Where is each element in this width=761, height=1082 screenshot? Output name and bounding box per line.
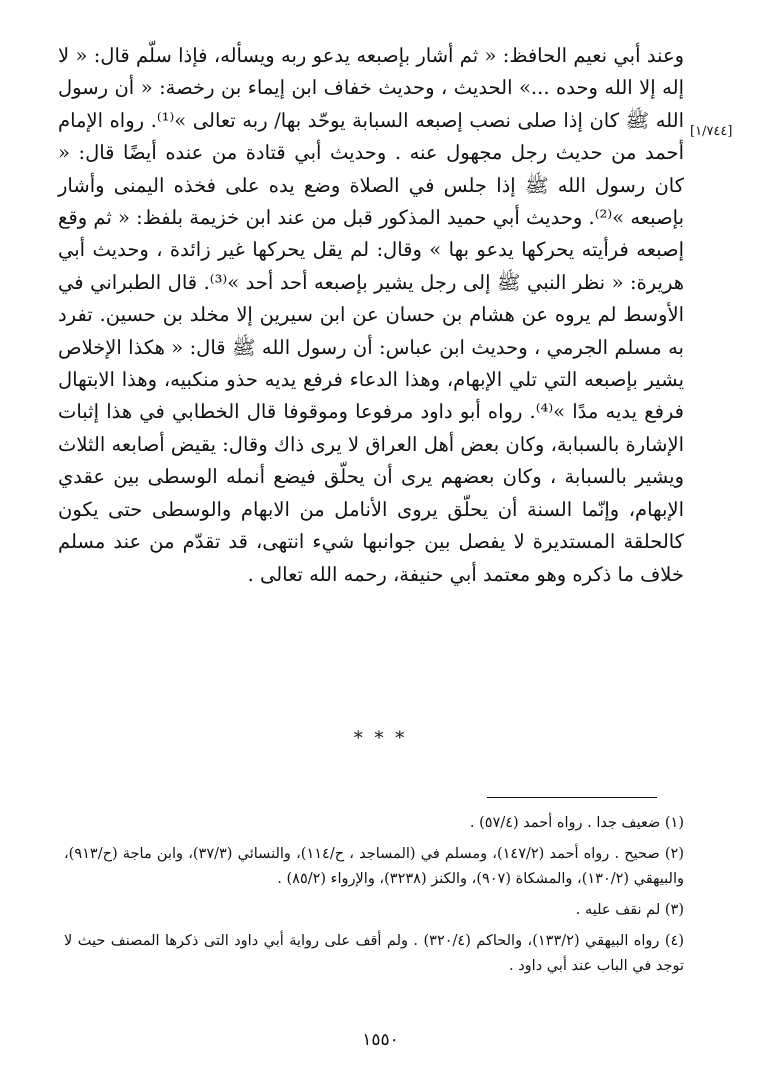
footnote-divider <box>487 797 657 798</box>
main-text <box>58 40 684 591</box>
main-paragraph: وعند أبي نعيم الحافظ: « ثم أشار بإصبعه يدعو ربه ويسأله، فإذا سلّم قال: « لا إله إلا الله وحده ...» الحديث ، وحديث خفاف ابن إيماء بن رخصة: « أن رسول الله ﷺ كان إذا صلى نصب إصبعه السبابة يوحّد بها/ ربه تعالى »⁽¹⁾. رواه الإمام أحمد من حديث رجل مجهول عنه . وحديث أبي قتادة من عنده أيضًا قال: « كان رسول الله ﷺ إذا جلس في الصلاة وضع يده على فخذه اليمنى وأشار بإصبعه »⁽²⁾. وحديث أبي حميد المذكور قبل من عند ابن خزيمة بلفظ: « ثم وقع إصبعه فرأيته يحركها يدعو بها » وقال: لم يقل يحركها غير زائدة ، وحديث أبي هريرة: « نظر النبي ﷺ إلى رجل يشير بإصبعه أحد أحد »⁽³⁾. قال الطبراني في الأوسط لم يروه عن هشام بن حسان عن ابن سيرين إلا مخلد بن حسين. تفرد به مسلم الجرمي ، وحديث ابن عباس: أن رسول الله ﷺ قال: « هكذا الإخلاص يشير بإصبعه التي تلي الإبهام، وهذا الدعاء فرفع يديه حذو منكبيه، وهذا الابتهال فرفع يديه مدًا »⁽⁴⁾. رواه أبو داود مرفوعا وموقوفا قال الخطابي في هذا إثبات الإشارة بالسبابة، وكان بعض أهل العراق لا يرى ذاك وقال: يقيض أصابعه الثلاث ويشير بالسبابة ، وكان بعضهم يرى أن يحلّق فيضع أنمله الوسطى بين عقدي الإبهام، وإنّما السنة أن يحلّق يروى الأنامل من الابهام والوسطى حتى يكون كالحلقة المستديرة لا يفصل بين جوانبها شيء انتهى، قد تقدّم من عند مسلم خلاف ما ذكره وهو معتمد أبي حنيفة، رحمه الله تعالى . <box>58 44 685 586</box>
footnote-2: (٢) صحيح . رواه أحمد (١٤٧/٢)، ومسلم في (المساجد ، ح/١١٤)، والنسائي (٣٧/٣)، وابن ماجة (ح/٩١٣)، والبيهقي (١٣٠/٢)، والمشكاة (٩٠٧)، والكنز (٣٢٣٨)، والإرواء (٨٥/٢) . <box>64 846 685 887</box>
margin-page-reference: [١/٧٤٤] <box>690 124 733 139</box>
footnote-3: (٣) لم نقف عليه . <box>575 902 684 918</box>
footnote-4: (٤) رواه البيهقي (١٣٣/٢)، والحاكم (٣٢٠/٤) . ولم أقف على رواية أبي داود التى ذكرها المصنف حيث لا توجد في الباب عند أبي داود . <box>64 933 685 974</box>
page-number: ١٥٥٠ <box>362 1030 399 1050</box>
footnote-1: (١) ضعيف جدا . رواه أحمد (٥٧/٤) . <box>469 815 684 831</box>
section-separator: * * * <box>353 728 408 749</box>
footnotes <box>64 811 684 985</box>
